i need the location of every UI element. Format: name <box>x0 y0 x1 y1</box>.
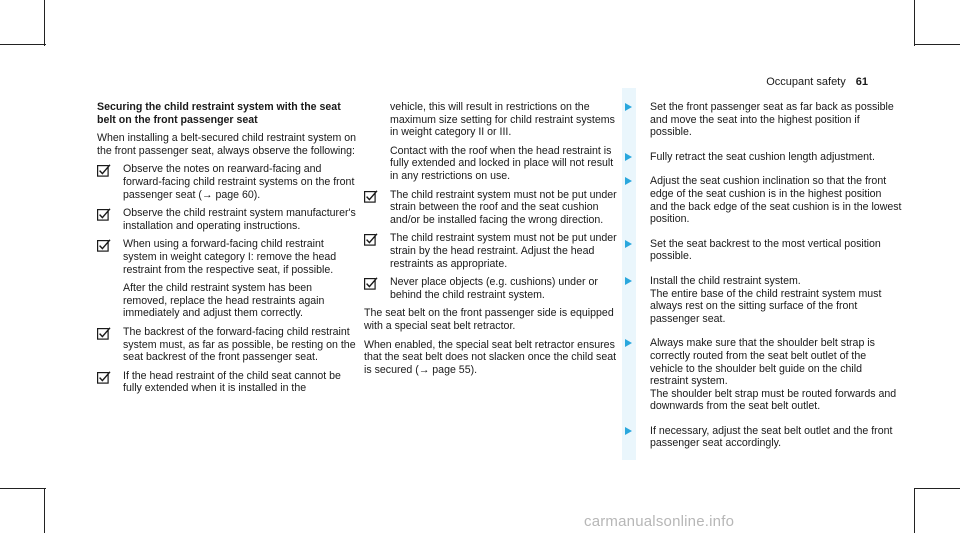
step-arrow-icon <box>625 339 632 347</box>
step-arrow-icon <box>625 103 632 111</box>
step-arrow-icon <box>625 427 632 435</box>
section-title: Occupant safety <box>766 76 846 88</box>
checklist-text: The child restraint system must not be put under strain between the roof and the seat cushion and/or be installed facing the wrong direction. <box>390 188 617 226</box>
step-item <box>622 151 902 164</box>
step-arrow-icon <box>625 177 632 185</box>
step-item <box>622 101 902 139</box>
column-3 <box>622 101 902 450</box>
crop-mark <box>914 0 915 46</box>
checklist-item <box>97 163 359 201</box>
checklist-text: If the head restraint of the child seat cannot be fully extended when it is installed in the <box>123 369 341 395</box>
checklist-text: Observe the child restraint system manufacturer's installation and operating instructions. <box>123 207 356 232</box>
checklist-subtext: After the child restraint system has been removed, replace the head restraints again immediately and adjust them correctly. <box>123 282 325 320</box>
crop-mark <box>914 44 960 45</box>
checklist-item <box>97 370 359 395</box>
checklist-text: Never place objects (e.g. cushions) under or behind the child restraint system. <box>390 276 598 301</box>
step-arrow-icon <box>625 277 632 285</box>
checkbox-icon <box>97 327 111 340</box>
crop-mark <box>0 488 46 489</box>
step-subtext: The entire base of the child restraint system must always rest on the sitting surface of the front passenger seat. <box>650 287 882 325</box>
checklist-text: When using a forward-facing child restraint system in weight category I: remove the head restraint from the respective seat, if possible. <box>123 238 337 276</box>
crop-mark <box>44 0 45 46</box>
checkbox-icon <box>97 164 111 177</box>
checklist-item <box>97 326 359 364</box>
section-heading: Securing the child restraint system with the seat belt on the front passenger seat <box>97 101 341 126</box>
step-text: Set the seat backrest to the most vertical position possible. <box>650 237 881 263</box>
checklist-item <box>97 238 359 320</box>
body-paragraph: The seat belt on the front passenger side is equipped with a special seat belt retractor. <box>364 307 614 332</box>
column-1 <box>97 101 359 401</box>
checkbox-icon <box>97 371 111 384</box>
checklist-item <box>364 276 622 301</box>
intro-paragraph: When installing a belt-secured child restraint system on the front passenger seat, always observe the following: <box>97 132 357 157</box>
step-text: Fully retract the seat cushion length adjustment. <box>650 150 875 163</box>
step-subtext: The shoulder belt strap must be routed forwards and downwards from the seat belt outlet. <box>650 387 897 413</box>
step-arrow-icon <box>625 153 632 161</box>
crop-mark <box>44 488 45 533</box>
step-text: Adjust the seat cushion inclination so that the front edge of the seat cushion is in the highest position and the back edge of the seat cushion is in the lowest position. <box>650 175 902 226</box>
continued-text: vehicle, this will result in restrictions on the maximum size setting for child restraint systems in weight category II or III. <box>390 101 615 139</box>
step-item <box>622 238 902 263</box>
checkbox-icon <box>364 233 378 246</box>
checkbox-icon <box>364 277 378 290</box>
step-text: Install the child restraint system. <box>650 274 801 287</box>
checkbox-icon <box>364 190 378 203</box>
watermark-text: carmanualsonline.info <box>584 513 735 530</box>
step-arrow-icon <box>625 240 632 248</box>
checklist-item <box>364 232 622 270</box>
page-number: 61 <box>855 76 868 88</box>
checkbox-icon <box>97 208 111 221</box>
checklist-text: The child restraint system must not be put under strain by the head restraint. Adjust the head restraints as appropriate. <box>390 232 617 270</box>
checklist-item <box>97 207 359 232</box>
checklist-item <box>364 189 622 227</box>
crop-mark <box>914 488 915 533</box>
step-item <box>622 337 902 413</box>
body-paragraph: When enabled, the special seat belt retractor ensures that the seat belt does not slacken once the child seat is secured (→ page 55). <box>364 338 617 376</box>
checklist-text: The backrest of the forward-facing child restraint system must, as far as possible, be resting on the seat backrest of the front passenger seat. <box>123 325 356 364</box>
continued-text: Contact with the roof when the head restraint is fully extended and locked in place will not result in any restrictions on use. <box>390 144 614 182</box>
step-text: If necessary, adjust the seat belt outlet and the front passenger seat accordingly. <box>650 424 893 450</box>
step-item <box>622 275 902 325</box>
crop-mark <box>914 488 960 489</box>
step-text: Always make sure that the shoulder belt strap is correctly routed from the seat belt outlet of the vehicle to the shoulder belt guide on the child restraint system. <box>650 337 875 388</box>
crop-mark <box>0 44 46 45</box>
column-2 <box>364 101 622 382</box>
page-header <box>766 76 868 89</box>
checklist-text: Observe the notes on rearward-facing and forward-facing child restraint systems on the front passenger seat (→ page 60). <box>123 163 355 201</box>
step-item <box>622 425 902 450</box>
step-text: Set the front passenger seat as far back as possible and move the seat into the highest position if possible. <box>650 101 894 139</box>
checkbox-icon <box>97 239 111 252</box>
step-item <box>622 175 902 225</box>
